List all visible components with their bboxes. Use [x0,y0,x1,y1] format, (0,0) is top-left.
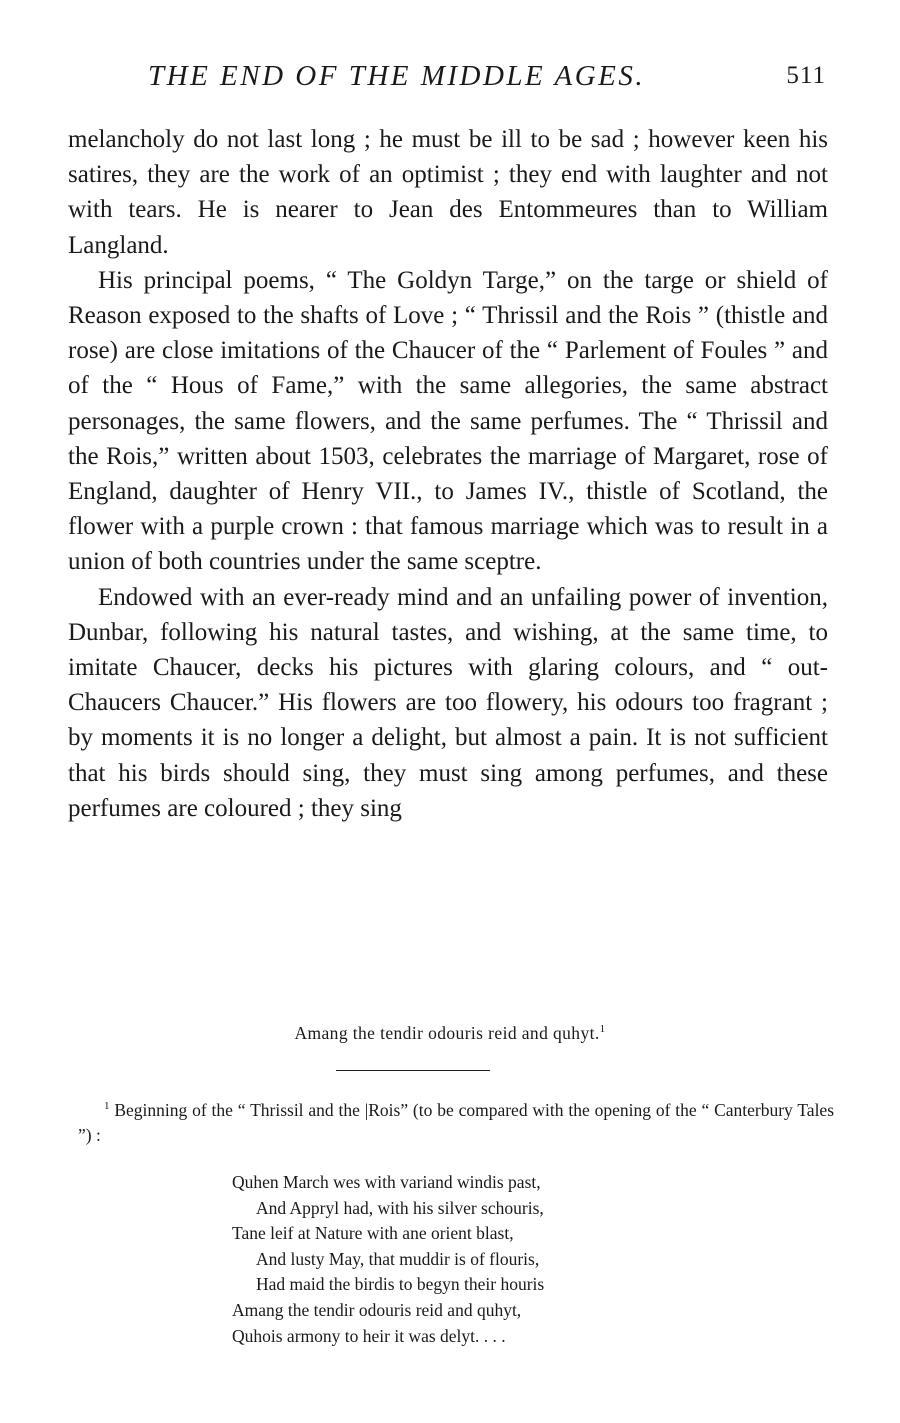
running-title: THE END OF THE MIDDLE AGES. [148,60,646,92]
paragraph-principal-poems: His principal poems, “ The Goldyn Targe,” on the targe or shield of Reason exposed to the shafts of Love ; “ Thrissil and the Rois ” (thistle and rose) are close imitations of the Chaucer of the “ Parlement of Foules ” and of the “ Hous of Fame,” with the same allegories, the same abstract personages, the same flowers, and the same perfumes. The “ Thrissil and the Rois,” written about 1503, celebrates the marriage of Margaret, rose of England, daughter of Henry VII., to James IV., thistle of Scotland, the flower with a purple crown : that famous marriage which was to result in a union of both countries under the same sceptre. [68,266,828,576]
footnote-text: Beginning of the “ Thrissil and the |Rois” (to be compared with the opening of the “ Canterbury Tales ”) : [78,1099,835,1145]
poem-line: Quhen March wes with variand windis past, [232,1172,541,1192]
footnote [78,1094,834,1148]
paragraph-continued: melancholy do not last long ; he must be ill to be sad ; however keen his satires, they are the work of an optimist ; they end with laughter and not with tears. He is nearer to Jean des Entommeures than to William Langland. [68,126,828,259]
footnote-paragraph [78,1094,834,1148]
verse-quote-text: Amang the tendir odouris reid and quhyt. [294,1023,600,1043]
footnote-marker: 1 [104,1100,110,1112]
poem-excerpt [232,1170,752,1349]
poem-line: Tane leif at Nature with ane orient blast, [232,1223,514,1244]
poem-line: And Appryl had, with his silver schouris, [256,1197,544,1218]
poem-line: Had maid the birdis to begyn their houris [256,1274,545,1295]
poem-line: Amang the tendir odouris reid and quhyt, [232,1299,522,1320]
footnote-rule [336,1070,490,1071]
poem-line: And lusty May, that muddir is of flouris, [256,1248,540,1269]
running-head [66,60,826,100]
footnote-reference: 1 [599,1023,606,1036]
verse-quote [0,1023,900,1044]
poem-line: Quhois armony to heir it was delyt. . . . [232,1325,506,1346]
page-number: 511 [786,62,826,89]
paragraph-endowed: Endowed with an ever-ready mind and an unfailing power of invention, Dunbar, following his natural tastes, and wishing, at the same time, to imitate Chaucer, decks his pictures with glaring colours, and “ out-Chaucers Chaucer.” His flowers are too flowery, his odours too fragrant ; by moments it is no longer a delight, but almost a pain. It is not sufficient that his birds should sing, they must sing among perfumes, and these perfumes are coloured ; they sing [68,583,828,822]
body-text [68,122,828,826]
